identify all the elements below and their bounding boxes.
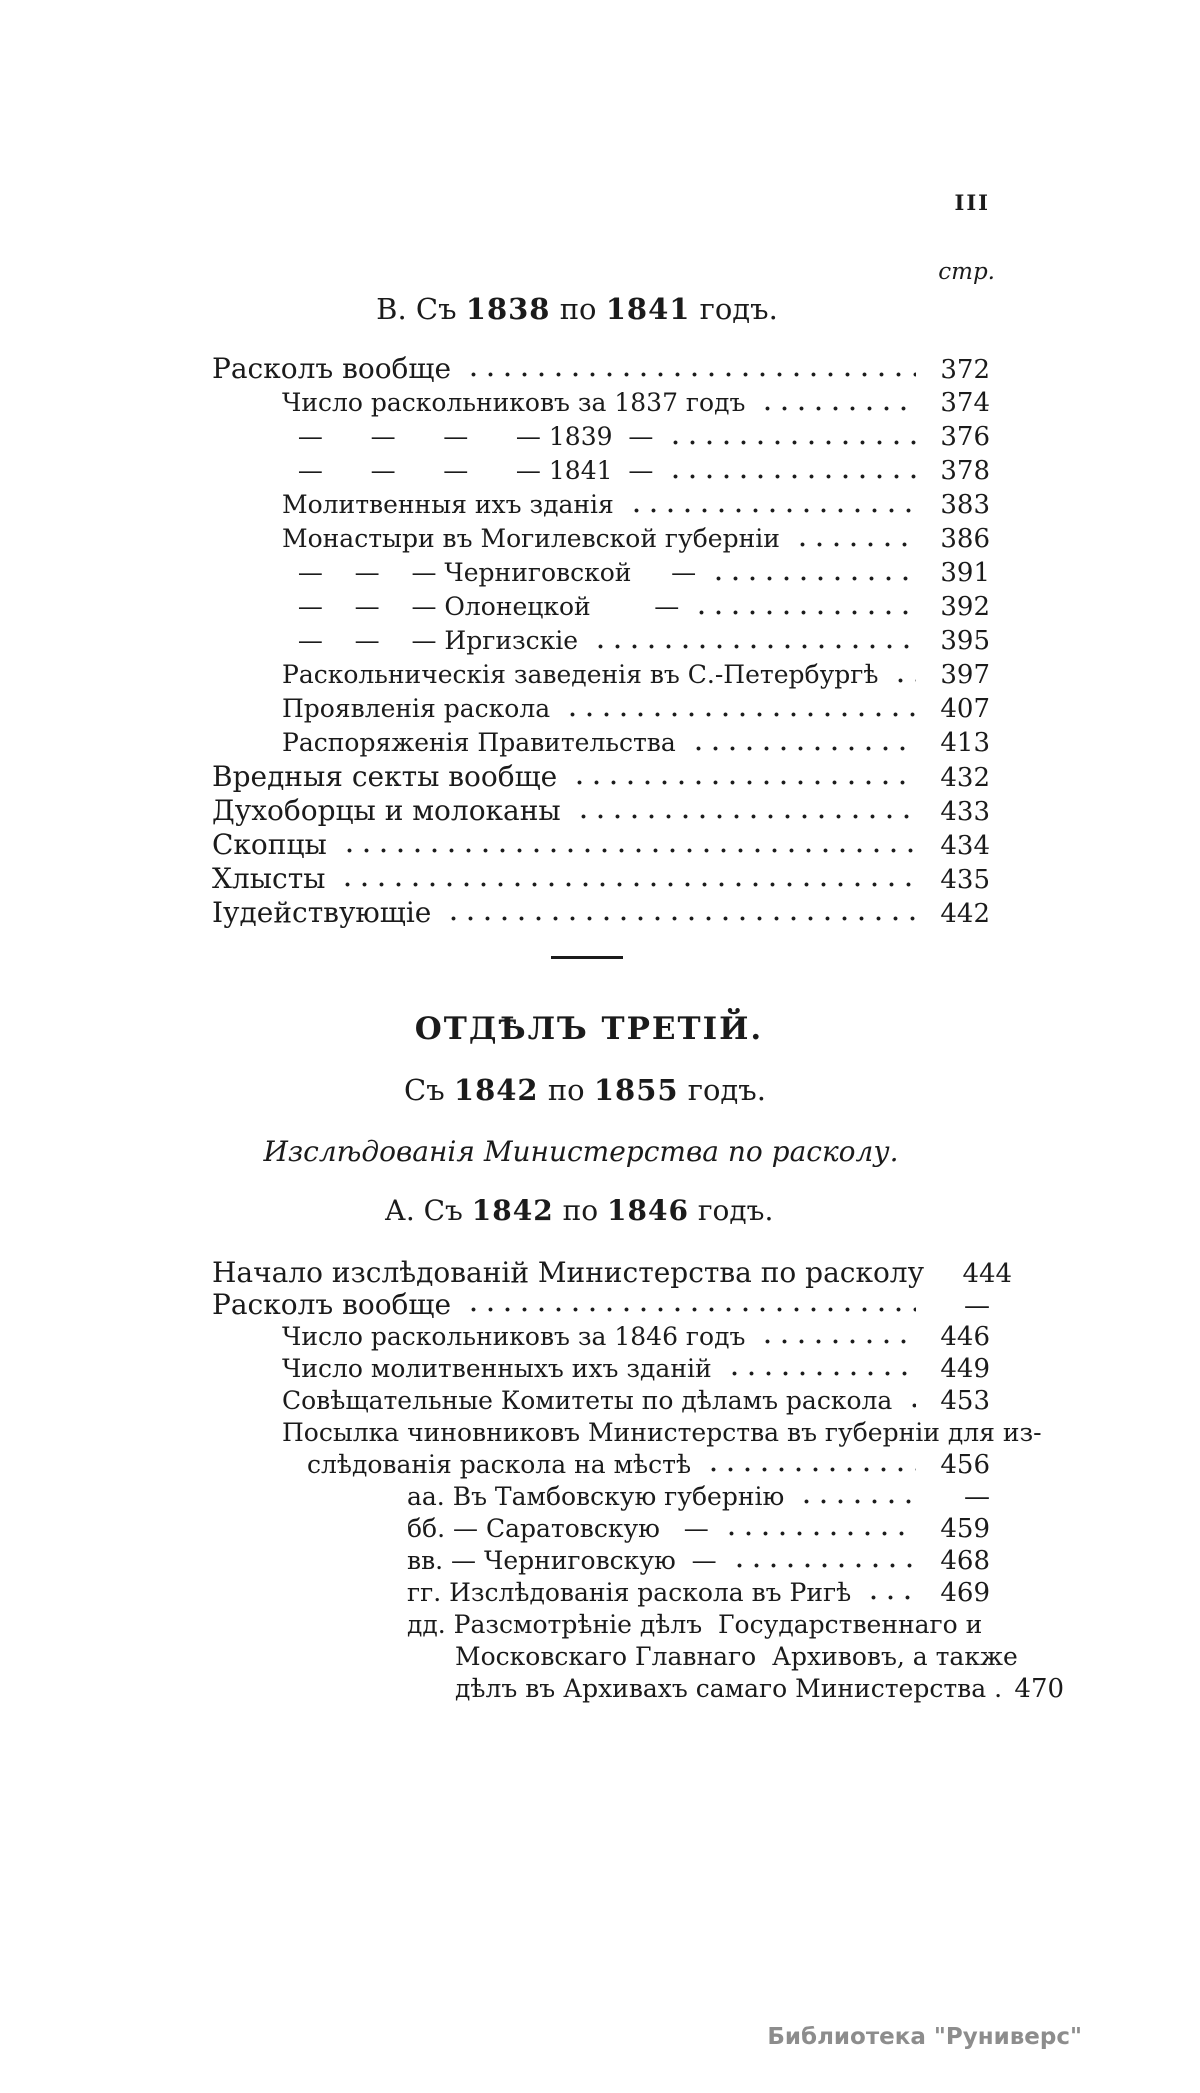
dot-leader <box>465 370 916 379</box>
toc-entry-label: — — — Черниговской — <box>282 558 697 587</box>
toc-page-number: 453 <box>940 1386 990 1416</box>
toc-entry-label: аа. Въ Тамбовскую губернію <box>407 1482 785 1511</box>
toc-entry-label: дѣлъ въ Архивахъ самаго Министерства . <box>455 1674 1003 1703</box>
toc-row <box>212 896 990 930</box>
toc-row <box>212 1673 1065 1705</box>
toc-row <box>212 1513 990 1545</box>
toc-row <box>212 1289 990 1321</box>
dot-leader <box>731 1561 916 1570</box>
toc-row <box>212 624 990 658</box>
toc-page-number: 442 <box>940 899 990 929</box>
heading-text: по <box>550 292 606 326</box>
toc-entry-label: дд. Разсмотрѣніе дѣлъ Государственнаго и <box>407 1610 983 1639</box>
dot-leader <box>726 1369 916 1378</box>
dot-leader <box>628 506 916 515</box>
section-three-subtitle <box>196 1073 974 1107</box>
toc-entry-label: Посылка чиновниковъ Министерства въ губерніи для из- <box>282 1418 1042 1447</box>
toc-row <box>212 658 990 692</box>
toc-entry-label: Начало изслѣдованій Министерства по расколу <box>212 1256 925 1289</box>
dot-leader <box>693 608 916 617</box>
section-three-subject: Изслѣдованія Министерства по расколу. <box>263 1135 899 1168</box>
dot-leader <box>465 1305 916 1314</box>
dot-leader <box>798 1497 916 1506</box>
heading-year: 1838 <box>465 292 551 326</box>
dot-leader <box>892 676 916 685</box>
heading-text: годъ. <box>688 1194 774 1227</box>
toc-entry-label: Молитвенныя ихъ зданія <box>282 490 614 519</box>
dot-leader <box>341 846 916 855</box>
toc-row <box>212 828 990 862</box>
toc-row <box>212 692 990 726</box>
toc-page-number: 433 <box>940 797 990 827</box>
heading-year: 1855 <box>593 1073 679 1107</box>
toc-row <box>212 794 990 828</box>
toc-page-number: 376 <box>940 422 990 452</box>
dot-leader <box>564 710 916 719</box>
toc-page-number: 444 <box>962 1259 1013 1289</box>
dot-leader <box>667 438 916 447</box>
toc-page-number: 446 <box>940 1322 990 1352</box>
dot-leader <box>710 574 916 583</box>
toc-entry-label: Число раскольниковъ за 1837 годъ <box>282 388 746 417</box>
heading-year: 1841 <box>605 292 691 326</box>
toc-page-number: 395 <box>940 626 990 656</box>
toc-entry-label: Распоряженія Правительства <box>282 728 676 757</box>
toc-page-number: 435 <box>940 865 990 895</box>
dot-leader <box>906 1401 916 1410</box>
toc-page-number: 391 <box>940 558 990 588</box>
toc-row <box>212 556 990 590</box>
toc-entry-label: Іудействующіе <box>212 896 432 929</box>
toc-page-number: 407 <box>940 694 990 724</box>
toc-entry-label: Духоборцы и молоканы <box>212 794 561 827</box>
toc-page-number: 386 <box>940 524 990 554</box>
toc-row <box>212 386 990 420</box>
toc-row <box>212 1577 990 1609</box>
toc-row <box>212 488 990 522</box>
toc-row <box>212 760 990 794</box>
toc-row <box>212 1321 990 1353</box>
toc-page-number: 374 <box>940 388 990 418</box>
dot-leader <box>759 1337 916 1346</box>
toc-page-number: 372 <box>940 355 990 385</box>
toc-row <box>212 454 990 488</box>
toc-row <box>212 1417 1042 1449</box>
toc-entry-label: Проявленія раскола <box>282 694 551 723</box>
toc-entry-label: бб. — Саратовскую — <box>407 1514 709 1543</box>
toc-page-number: 449 <box>940 1354 990 1384</box>
toc-entry-label: Число молитвенныхъ ихъ зданій <box>282 1354 712 1383</box>
dot-leader <box>592 642 916 651</box>
toc-entry-label: Хлысты <box>212 862 326 895</box>
toc-entry-label: Московскаго Главнаго Архивовъ, а также <box>455 1642 1018 1671</box>
heading-text: А. Съ <box>384 1194 472 1227</box>
toc-entry-label: вв. — Черниговскую — <box>407 1546 717 1575</box>
toc-entry-label: — — — — 1841 — <box>282 456 654 485</box>
heading-text: по <box>553 1194 608 1227</box>
toc-entry-label: — — — Олонецкой — <box>282 592 680 621</box>
toc-entry-label: гг. Изслѣдованія раскола въ Ригѣ <box>407 1578 852 1607</box>
toc-row <box>212 1449 990 1481</box>
toc-section-b <box>212 352 990 930</box>
toc-page-number: 470 <box>1014 1674 1065 1704</box>
toc-page-number: 469 <box>940 1578 990 1608</box>
toc-entry-label: Расколъ вообще <box>212 352 452 385</box>
toc-row <box>212 1256 1013 1289</box>
dot-leader <box>865 1593 916 1602</box>
toc-page-number: 456 <box>940 1450 990 1480</box>
dot-leader <box>723 1529 916 1538</box>
dot-leader <box>339 880 916 889</box>
heading-text: годъ. <box>690 292 778 326</box>
toc-page-number: 383 <box>940 490 990 520</box>
section-three-title: ОТДѢЛЪ ТРЕТІЙ. <box>414 1011 764 1047</box>
toc-row <box>212 1385 990 1417</box>
heading-text: В. Съ <box>376 292 466 326</box>
heading-text: по <box>538 1073 594 1107</box>
folio-number: III <box>954 190 990 215</box>
toc-row <box>212 1545 990 1577</box>
toc-row <box>212 1353 990 1385</box>
dot-leader <box>705 1465 916 1474</box>
toc-row <box>212 352 990 386</box>
page-column-label: стр. <box>938 259 995 285</box>
heading-year: 1842 <box>453 1073 539 1107</box>
toc-row <box>212 1481 990 1513</box>
toc-entry-label: Скопцы <box>212 828 327 861</box>
toc-page-number: — <box>964 1291 990 1321</box>
toc-page-number: 397 <box>940 660 990 690</box>
toc-row <box>212 1609 990 1641</box>
toc-entry-label: Вредныя секты вообще <box>212 760 558 793</box>
subsection-a-heading <box>190 1194 968 1227</box>
toc-row <box>212 590 990 624</box>
toc-section-a <box>212 1256 1065 1705</box>
toc-row <box>212 1641 1018 1673</box>
toc-row <box>212 420 990 454</box>
toc-row <box>212 862 990 896</box>
toc-page-number: — <box>964 1482 990 1512</box>
heading-text: годъ. <box>678 1073 766 1107</box>
dot-leader <box>571 778 916 787</box>
toc-entry-label: Раскольническія заведенія въ С.-Петербургѣ <box>282 660 879 689</box>
heading-text: Съ <box>404 1073 454 1107</box>
toc-page-number: 392 <box>940 592 990 622</box>
library-watermark: Библиотека "Руниверс" <box>767 2024 1082 2050</box>
toc-entry-label: Расколъ вообще <box>212 1288 452 1321</box>
dot-leader <box>690 744 916 753</box>
heading-year: 1842 <box>471 1194 554 1227</box>
toc-entry-label: слѣдованія раскола на мѣстѣ <box>307 1450 692 1479</box>
dot-leader <box>575 812 916 821</box>
dot-leader <box>794 540 916 549</box>
toc-page-number: 459 <box>940 1514 990 1544</box>
toc-page-number: 434 <box>940 831 990 861</box>
toc-entry-label: Совѣщательные Комитеты по дѣламъ раскола <box>282 1386 893 1415</box>
toc-entry-label: — — — Иргизскіе <box>282 626 579 655</box>
section-b-heading <box>188 292 966 326</box>
toc-row <box>212 726 990 760</box>
heading-year: 1846 <box>607 1194 689 1227</box>
dot-leader <box>667 472 916 481</box>
toc-page-number: 413 <box>940 728 990 758</box>
toc-row <box>212 522 990 556</box>
dot-leader <box>759 404 916 413</box>
dot-leader <box>445 914 916 923</box>
toc-page-number: 432 <box>940 763 990 793</box>
section-divider-rule <box>551 956 623 959</box>
toc-entry-label: Монастыри въ Могилевской губерніи <box>282 524 780 553</box>
toc-page-number: 468 <box>940 1546 990 1576</box>
toc-entry-label: — — — — 1839 — <box>282 422 654 451</box>
toc-entry-label: Число раскольниковъ за 1846 годъ <box>282 1322 746 1351</box>
toc-page-number: 378 <box>940 456 990 486</box>
page-content <box>212 0 1065 1705</box>
